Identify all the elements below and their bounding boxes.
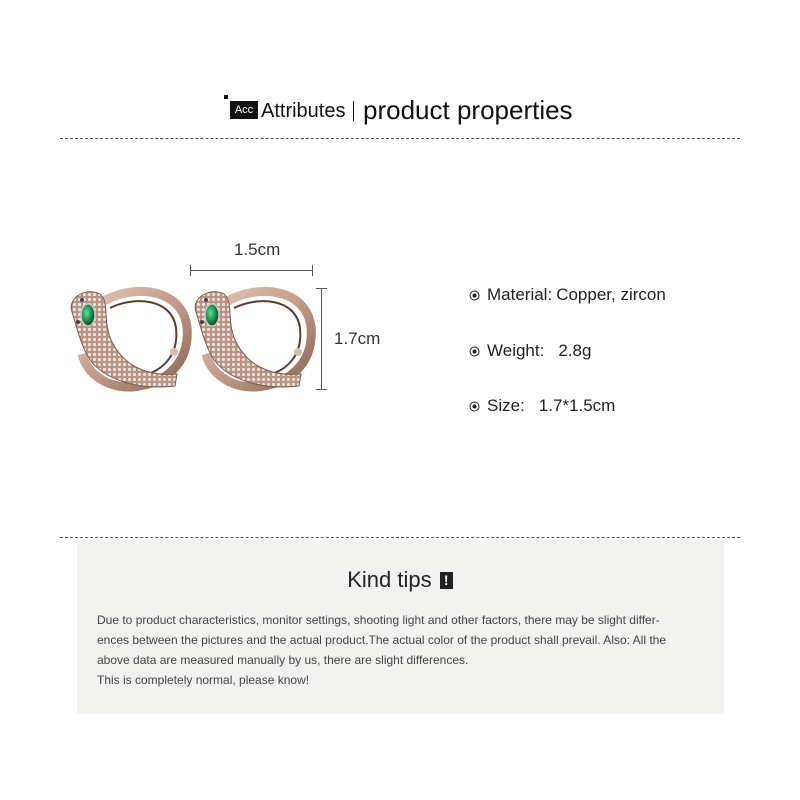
divider-top <box>60 138 740 139</box>
header-badge: Acc <box>230 101 258 119</box>
header-dot <box>224 95 228 99</box>
tips-line: ences between the pictures and the actual product.The actual color of the product shall prevail. Also: All the <box>97 633 667 647</box>
spec-value: 2.8g <box>558 341 592 360</box>
height-dimension-tick-top <box>316 288 327 289</box>
tips-heading <box>0 566 800 593</box>
tips-title: Kind tips <box>347 567 432 593</box>
width-dimension-tick-right <box>312 265 313 276</box>
page-title: product properties <box>363 95 573 125</box>
width-dimension-tick-left <box>190 265 191 276</box>
earring-right <box>195 291 311 387</box>
header-separator <box>353 101 354 121</box>
spec-value: 1.7*1.5cm <box>538 396 616 415</box>
spec-material <box>469 283 666 307</box>
height-dimension-line <box>321 288 322 390</box>
divider-bottom <box>60 537 740 538</box>
spec-key: Weight: <box>487 341 545 360</box>
spec-size <box>469 394 615 418</box>
tips-line: Due to product characteristics, monitor settings, shooting light and other factors, there may be slight differ- <box>97 613 660 627</box>
width-dimension-line <box>191 270 313 271</box>
tips-line: above data are measured manually by us, there are slight differences. <box>97 653 469 667</box>
height-dimension-label: 1.7cm <box>334 329 381 348</box>
width-dimension-label: 1.5cm <box>234 240 281 259</box>
header-attributes-label: Attributes <box>261 100 346 122</box>
bullet-icon <box>469 290 480 301</box>
exclamation-icon: ! <box>440 572 453 589</box>
height-dimension-tick-bottom <box>316 389 327 390</box>
spec-key: Size: <box>487 396 525 415</box>
spec-value: Copper, zircon <box>556 285 666 304</box>
bullet-icon <box>469 401 480 412</box>
spec-key: Material: <box>487 285 553 304</box>
tips-body <box>97 610 711 690</box>
tips-line: This is completely normal, please know! <box>97 673 310 687</box>
spec-weight <box>469 339 591 363</box>
earring-left <box>71 291 187 387</box>
bullet-icon <box>469 346 480 357</box>
product-image <box>62 282 322 397</box>
